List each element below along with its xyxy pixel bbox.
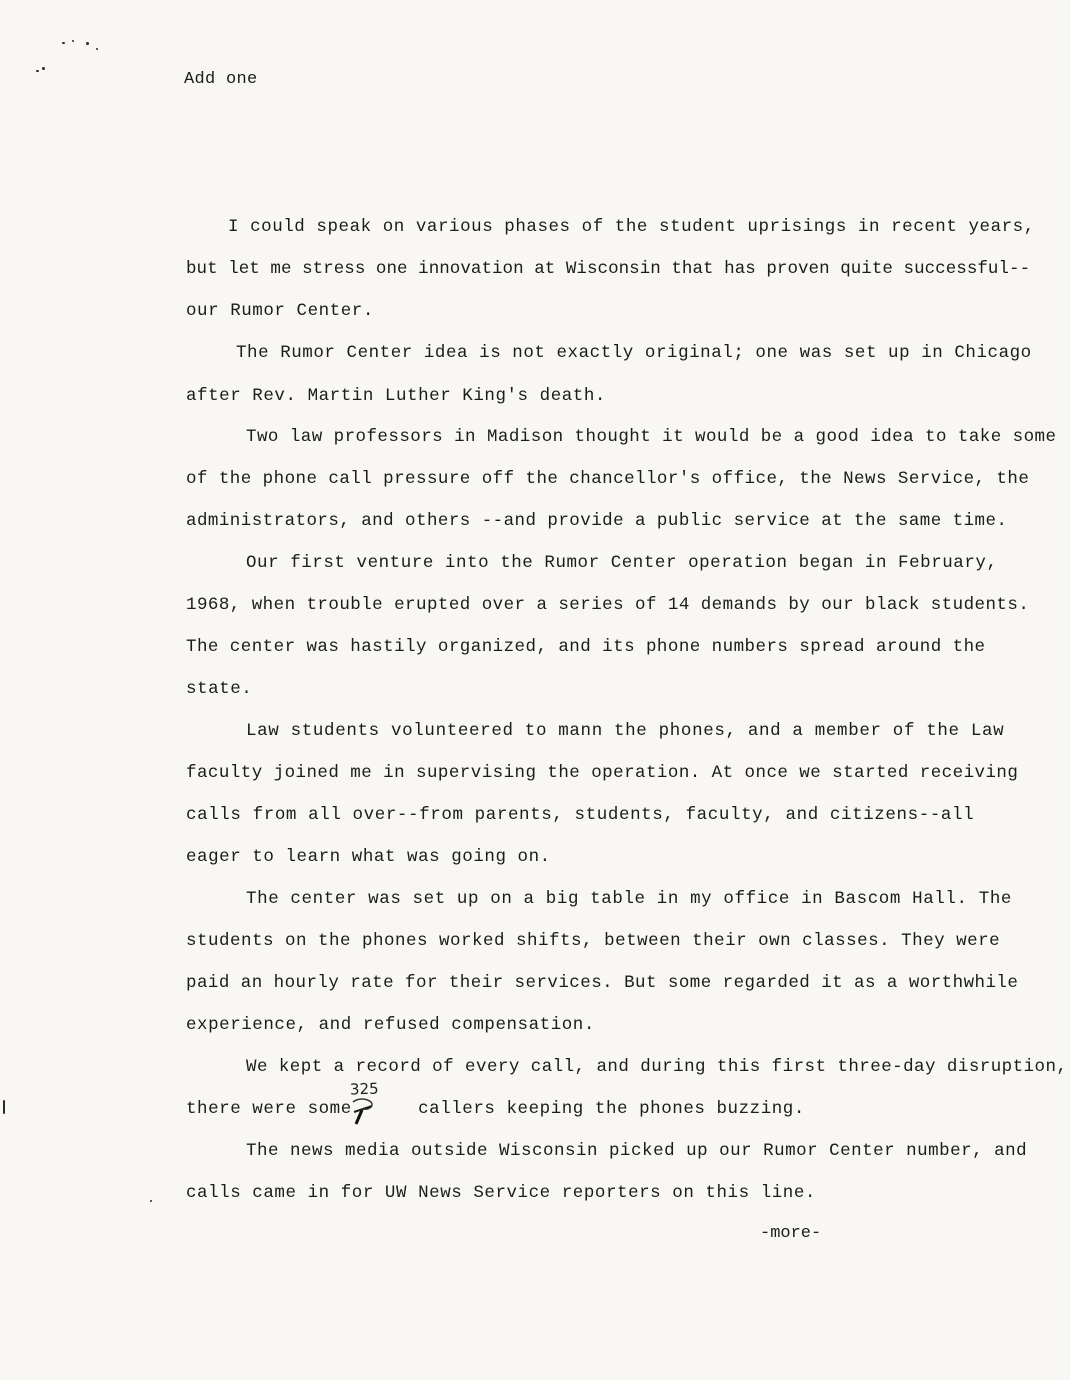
scan-speck	[72, 40, 74, 42]
scan-speck	[62, 42, 65, 44]
text-line: students on the phones worked shifts, between their own classes. They were	[186, 931, 1001, 951]
text-line: eager to learn what was going on.	[186, 847, 551, 867]
text-line: of the phone call pressure off the chancellor's office, the News Service, the	[186, 469, 1030, 489]
page-heading: Add one	[184, 70, 258, 89]
text-line: Two law professors in Madison thought it would be a good idea to take some	[246, 427, 1057, 447]
scan-speck	[3, 1100, 5, 1114]
text-line: faculty joined me in supervising the operation. At once we started receiving	[186, 763, 1019, 783]
text-line: our Rumor Center.	[186, 301, 374, 321]
text-line: paid an hourly rate for their services. But some regarded it as a worthwhile	[186, 973, 1019, 993]
text-line: but let me stress one innovation at Wisconsin that has proven quite successful--	[186, 259, 1031, 279]
text-line: administrators, and others --and provide a public service at the same time.	[186, 511, 1008, 531]
text-line: there were some callers keeping the phones buzzing.	[186, 1099, 805, 1119]
scan-speck	[96, 48, 98, 50]
text-line: experience, and refused compensation.	[186, 1015, 595, 1035]
text-line: 1968, when trouble erupted over a series of 14 demands by our black students.	[186, 595, 1030, 615]
scan-speck	[150, 1200, 152, 1202]
text-line: Law students volunteered to mann the phones, and a member of the Law	[246, 721, 1005, 741]
text-line: The center was hastily organized, and its phone numbers spread around the	[186, 637, 986, 657]
scan-speck	[42, 67, 45, 70]
continuation-marker: -more-	[760, 1224, 822, 1243]
strikethrough-mark	[350, 1094, 376, 1126]
text-line: The news media outside Wisconsin picked up our Rumor Center number, and	[246, 1141, 1028, 1161]
text-line: The center was set up on a big table in my office in Bascom Hall. The	[246, 889, 1013, 909]
scan-speck	[86, 42, 89, 45]
scan-speck	[36, 70, 39, 72]
text-line: after Rev. Martin Luther King's death.	[186, 386, 606, 406]
text-line: We kept a record of every call, and during this first three-day disruption,	[246, 1057, 1068, 1077]
text-line: The Rumor Center idea is not exactly original; one was set up in Chicago	[236, 343, 1032, 363]
text-line: Our first venture into the Rumor Center operation began in February,	[246, 553, 998, 573]
text-line: calls from all over--from parents, students, faculty, and citizens--all	[186, 805, 975, 825]
text-line: I could speak on various phases of the student uprisings in recent years,	[228, 217, 1035, 237]
handwritten-correction: 325	[349, 1079, 379, 1099]
text-line: calls came in for UW News Service reporters on this line.	[186, 1183, 816, 1203]
text-line: state.	[186, 679, 253, 699]
